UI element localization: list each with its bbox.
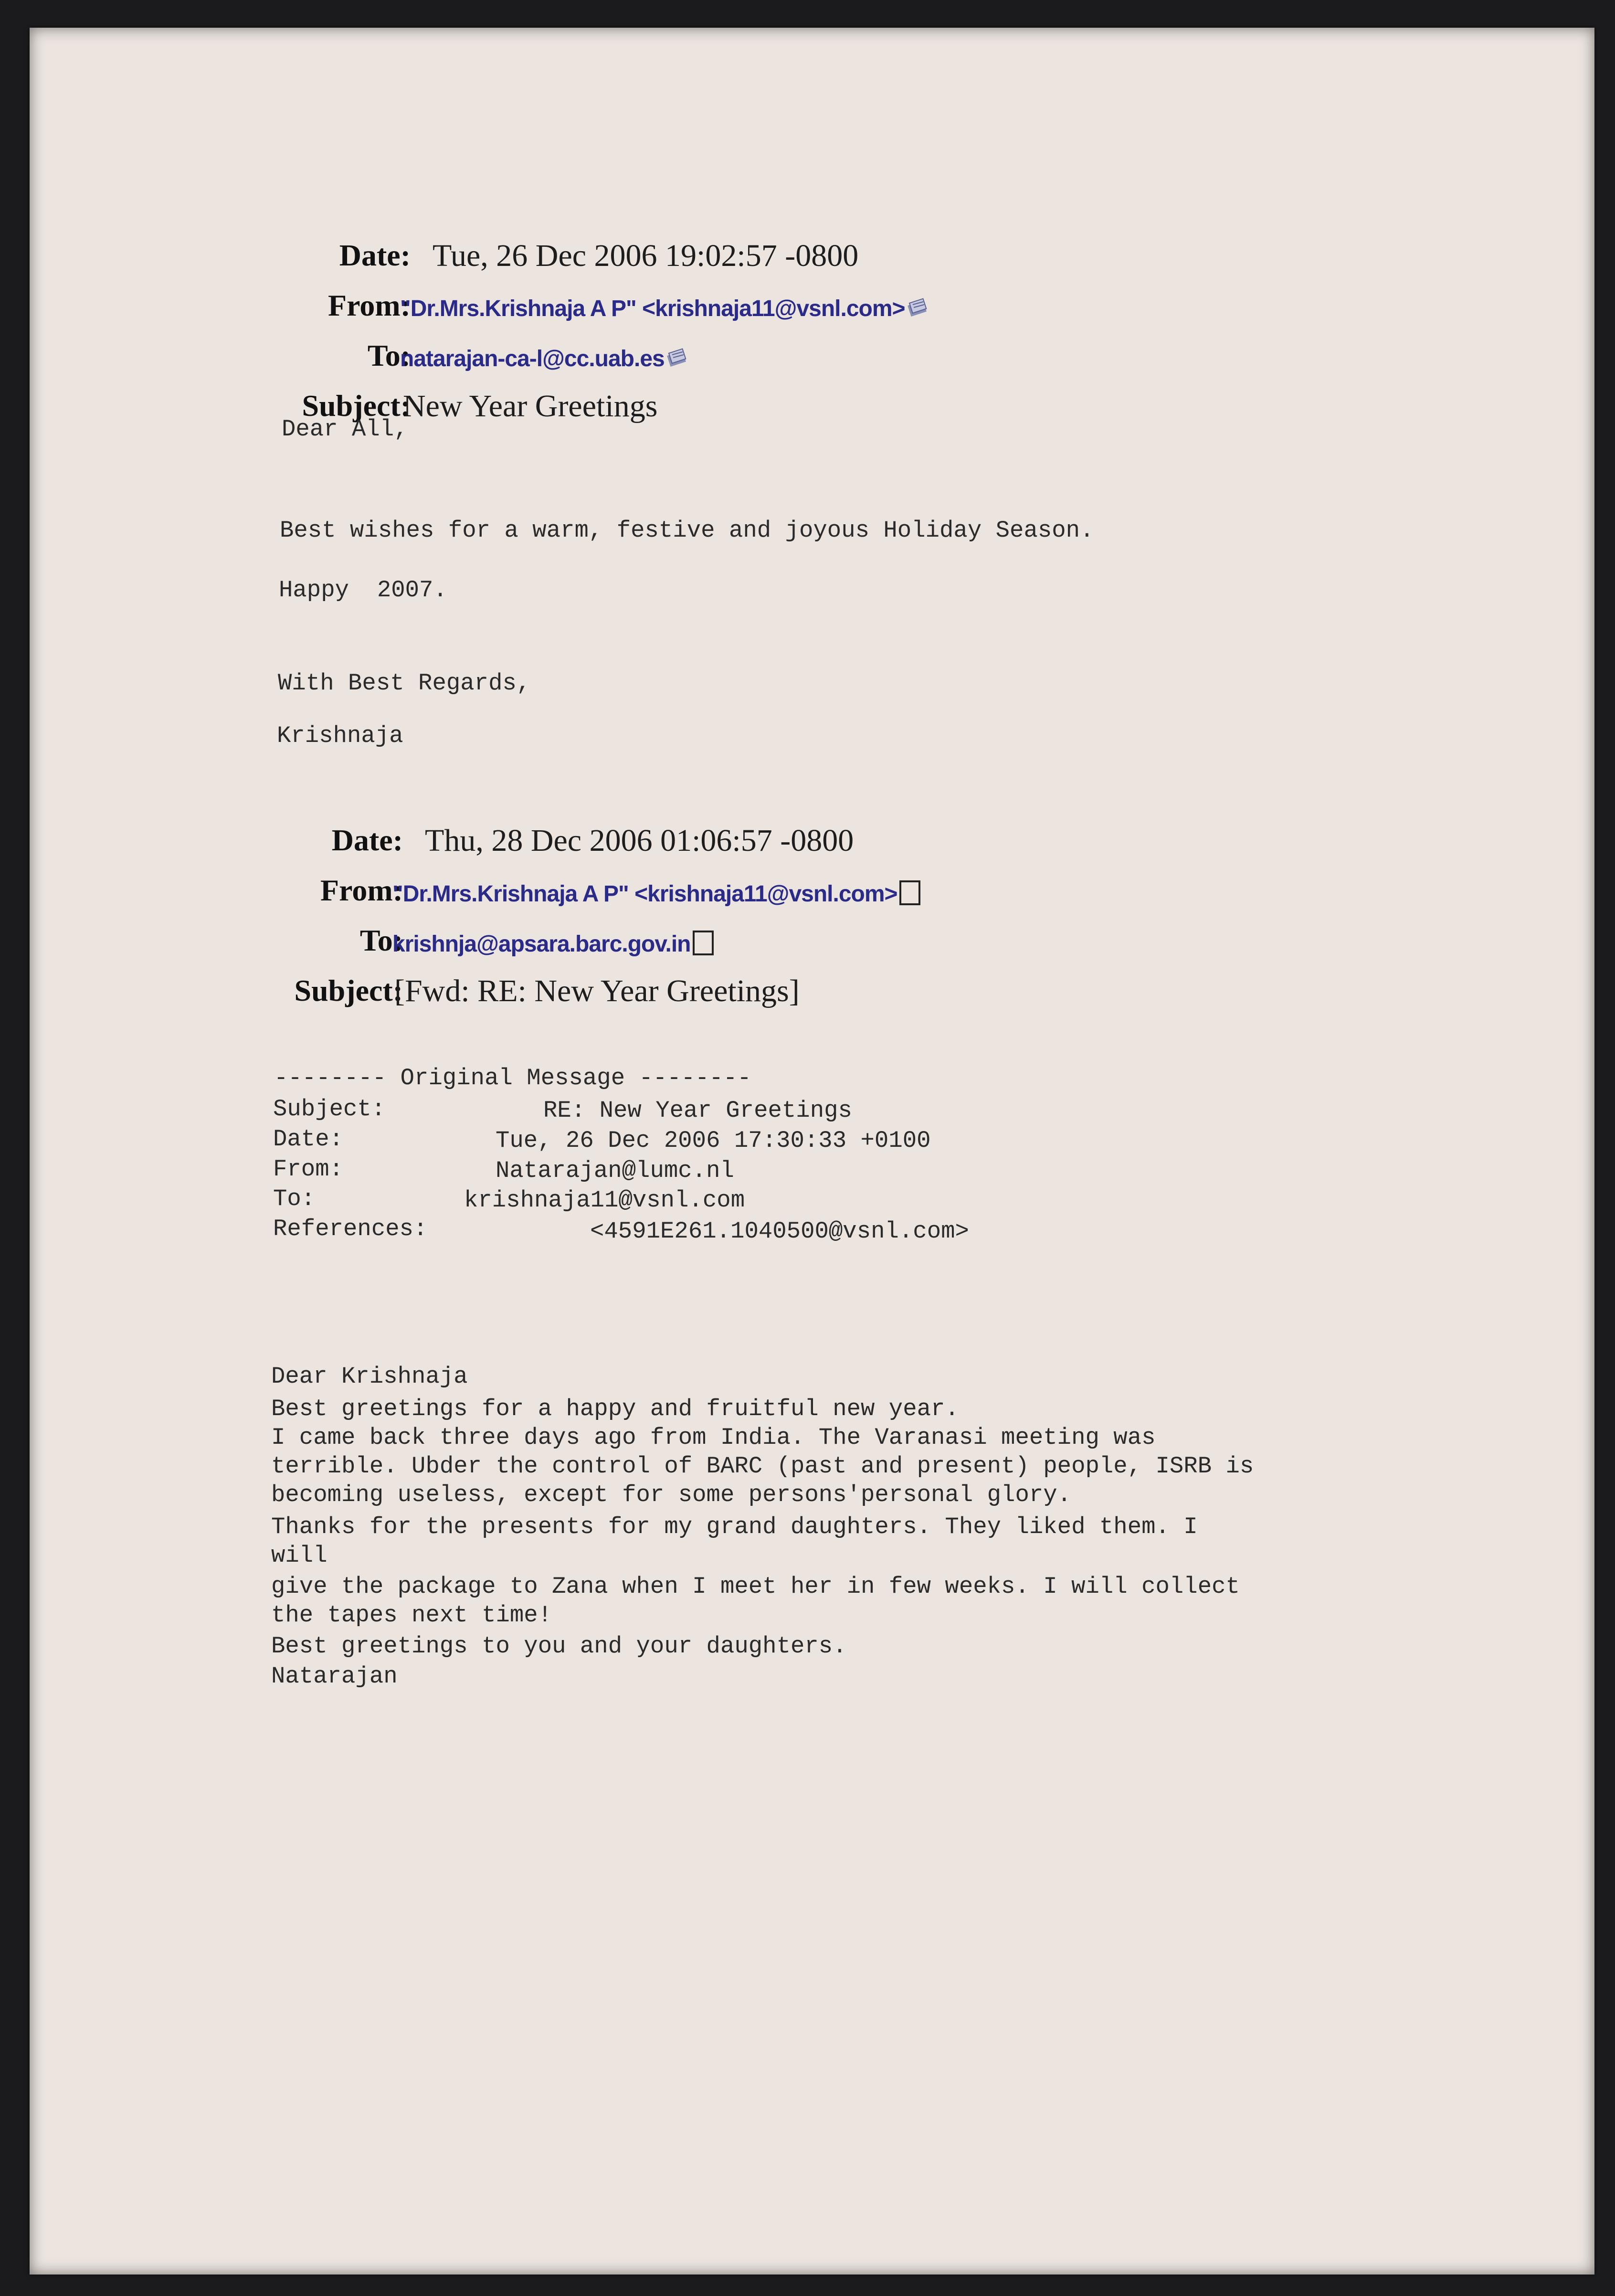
original-from-label: From: [273,1156,344,1183]
email2-body-line: give the package to Zana when I meet her in few weeks. I will collect [271,1573,1240,1600]
email1-to-text: natarajan-ca-l@cc.uab.es [400,346,665,371]
email2-subject-label: Subject: [294,973,403,1007]
original-to-label: To: [273,1185,316,1212]
email1-to-value[interactable] [400,346,688,372]
email2-date-label: Date: [331,823,403,857]
email2-subject-value: [Fwd: RE: New Year Greetings] [394,973,800,1008]
email1-subject-row [30,388,1557,431]
email2-body-line: the tapes next time! [271,1602,552,1629]
original-message-banner: -------- Original Message -------- [274,1065,751,1091]
email2-body-line: Dear Krishnaja [271,1363,468,1390]
email1-date-value: Tue, 26 Dec 2006 19:02:57 -0800 [433,238,859,273]
email2-from-text: "Dr.Mrs.Krishnaja A P" <krishnaja11@vsnl.com> [392,881,897,907]
email1-date-row [30,238,1557,281]
email2-from-value[interactable] [392,880,920,907]
email1-subject-label: Subject: [302,389,411,423]
email2-to-row [30,923,1557,966]
attachment-icon[interactable] [665,348,688,368]
email1-from-row [30,288,1557,331]
original-subject-value: RE: New Year Greetings [543,1097,852,1124]
email1-to-label: To: [367,339,411,372]
attachment-icon[interactable] [906,298,929,318]
email2-body-line: terrible. Ubder the control of BARC (past and present) people, ISRB is [271,1453,1254,1480]
email2-body-line: Best greetings to you and your daughters. [271,1633,847,1660]
email1-salutation: Dear All, [282,416,408,443]
email1-from-text: "Dr.Mrs.Krishnaja A P" <krishnaja11@vsnl.com> [400,296,905,321]
email2-body-line: Best greetings for a happy and fruitful new year. [271,1396,959,1422]
email2-body-line: will [271,1542,327,1569]
original-to-value[interactable]: krishnaja11@vsnl.com [464,1187,745,1214]
email2-body-line: I came back three days ago from India. The Varanasi meeting was [271,1424,1156,1451]
email1-closing: With Best Regards, [278,670,531,697]
email2-body-line: Natarajan [271,1663,398,1690]
email2-to-value[interactable] [392,931,714,957]
email2-to-label: To: [359,923,403,957]
original-date-label: Date: [273,1126,344,1153]
email1-from-value[interactable] [400,296,929,322]
missing-glyph-icon [899,880,920,905]
email2-body-line: becoming useless, except for some persons'personal glory. [271,1481,1072,1508]
original-references-label: References: [273,1216,428,1242]
original-date-value: Tue, 26 Dec 2006 17:30:33 +0100 [496,1127,931,1154]
email1-line-happy: Happy 2007. [279,577,447,603]
paper-sheet [30,28,1594,2275]
email2-subject-row [30,973,1557,1016]
email1-line-wishes: Best wishes for a warm, festive and joyous Holiday Season. [280,517,1094,544]
email2-date-row [30,823,1557,866]
original-references-value: <4591E261.1040500@vsnl.com> [590,1218,969,1245]
original-from-value[interactable]: Natarajan@lumc.nl [496,1157,734,1184]
email1-to-row [30,338,1557,381]
email2-to-text: krishnja@apsara.barc.gov.in [392,931,691,957]
email1-subject-value: New Year Greetings [403,389,658,423]
email1-from-label: From: [328,288,411,322]
email1-signature: Krishnaja [277,722,403,749]
missing-glyph-icon [693,931,714,955]
email2-body-line: Thanks for the presents for my grand daughters. They liked them. I [271,1513,1198,1540]
email2-from-label: From: [320,873,403,907]
original-subject-label: Subject: [273,1096,386,1122]
email2-from-row [30,873,1557,916]
email2-date-value: Thu, 28 Dec 2006 01:06:57 -0800 [425,823,854,858]
email1-date-label: Date: [339,238,411,272]
